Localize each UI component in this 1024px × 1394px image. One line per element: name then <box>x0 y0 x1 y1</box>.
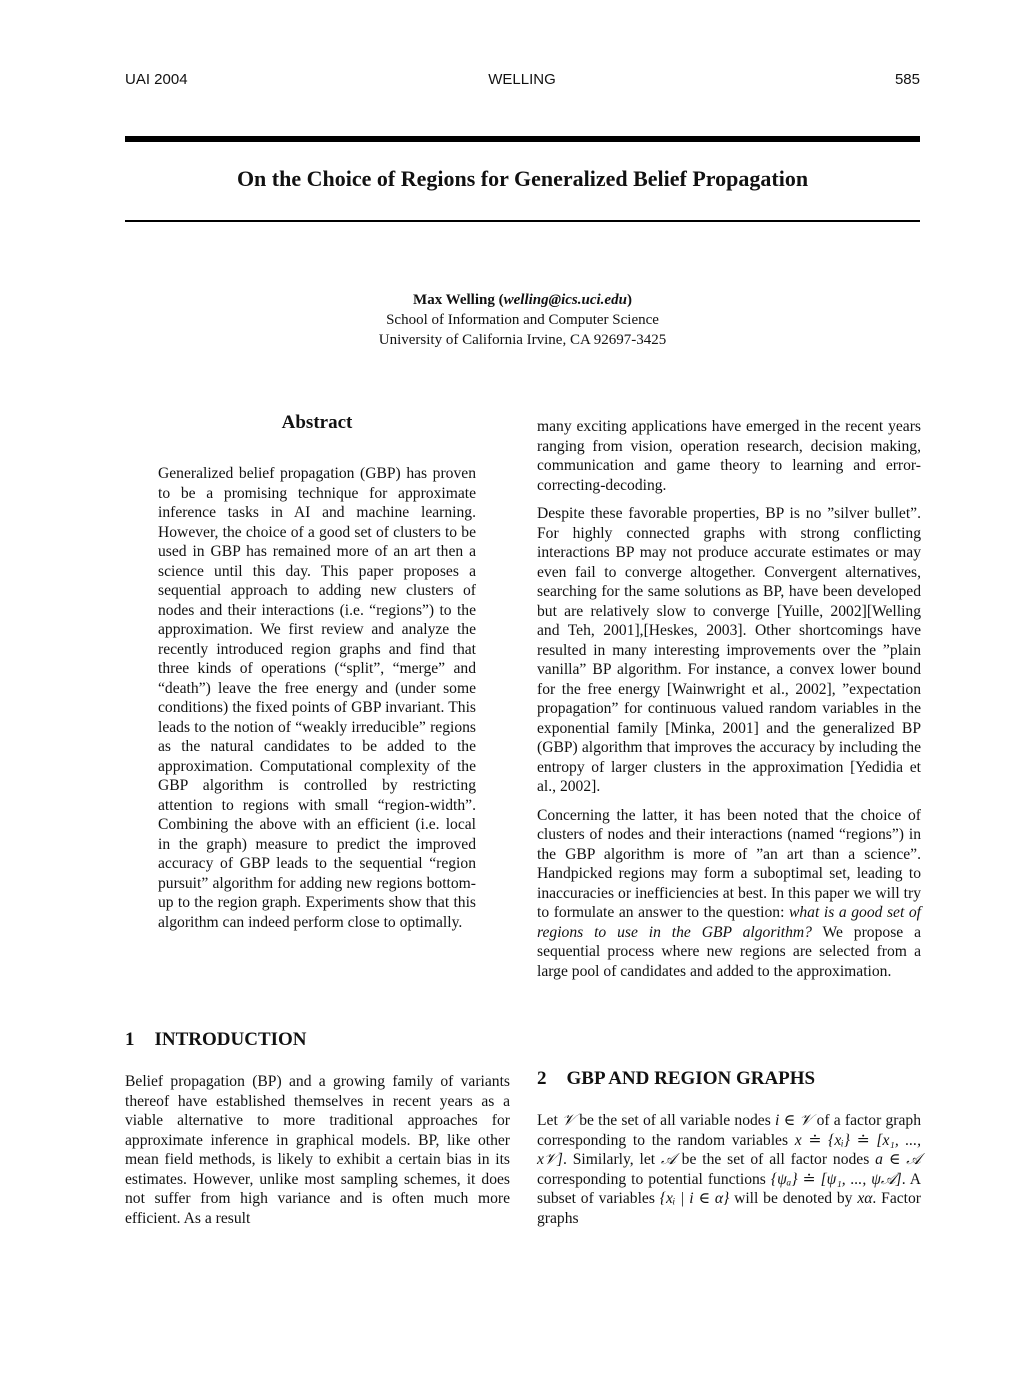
section-1-heading <box>125 1029 510 1051</box>
p3-end: We propose a sequential process where new regions are selected from a large pool of candidates and added to the approximation. <box>537 923 921 980</box>
abstract-heading: Abstract <box>281 412 353 433</box>
author-email: welling@ics.uci.edu <box>503 292 627 308</box>
right-paragraph-1: many exciting applications have emerged in the recent years ranging from vision, operation research, decision making, communication and game theory to learning and error-correcting-decoding. <box>537 418 921 494</box>
section-2-body <box>537 1111 921 1228</box>
section-2-title: GBP AND REGION GRAPHS <box>566 1068 816 1089</box>
email-paren-open: ( <box>498 292 504 308</box>
s2-t5: be the set of all factor nodes <box>675 1151 876 1168</box>
intro-paragraph: Belief propagation (BP) and a growing family of variants thereof have established themselves in recent years as a viable alternative to more traditional approaches for approximate inference in graphical models. BP, like other mean field methods, is likely to exhibit a certain bias in its estimates. However, unlike most sampling schemes, it does not suffer from high variance and is often much more efficient. As a result <box>125 1073 510 1227</box>
s2-t4: . Similarly, let <box>562 1151 662 1168</box>
author-line <box>125 290 920 310</box>
title-rule-top <box>125 136 920 142</box>
section-1-title: INTRODUCTION <box>154 1029 307 1050</box>
page-number: 585 <box>894 71 920 88</box>
section-2-paragraph <box>537 1111 921 1228</box>
paper-title: On the Choice of Regions for Generalized Belief Propagation <box>236 166 809 191</box>
author-name: Max Welling <box>413 292 495 308</box>
section-2-number: 2 <box>537 1068 547 1089</box>
p3-start: Concerning the latter, it has been noted that the choice of clusters of nodes and their interactions (named “regions”) in the GBP algorithm is more of ”an art than a science”. Handpicked regions may form a suboptimal set, leading to inaccuracies or inefficiencies at best. In this paper we will try to formulate an answer to the question: <box>537 806 921 921</box>
abstract-text: Generalized belief propagation (GBP) has proven to be a promising technique for approximate inference tasks in AI and machine learning. However, the choice of a good set of clusters to be used in GBP has remained more of an art then a science until this day. This paper proposes a sequential approach to adding new clusters of nodes and their interactions (i.e. “regions”) to the approximation. We first review and analyze the recently introduced region graphs and find that three kinds of operations (“split”, “merge” and “death”) leave the free energy and (under some conditions) the fixed points of GBP invariant. This leads to the notion of “weakly irreducible” regions as the natural candidates to be added to the approximation. Computational complexity of the GBP algorithm is controlled by restricting attention to regions with small “region-width”. Combining the above with an efficient (i.e. local in the graph) measure to predict the improved accuracy of GBP leads to the sequential “region pursuit” algorithm for adding new regions bottom-up to the region graph. Experiments show that this algorithm can indeed perform close to optimally. <box>158 465 476 931</box>
s2-m5: a ∈ 𝒜 <box>875 1151 922 1168</box>
s2-t9: . Factor graphs <box>537 1190 921 1227</box>
s2-m6: {ψₐ} ≐ [ψ₁, ..., ψ𝒜] <box>770 1170 902 1188</box>
right-column <box>537 417 921 981</box>
author-block <box>125 290 920 350</box>
running-header-center: WELLING <box>488 71 556 88</box>
s2-m7: {xᵢ | i ∈ α} <box>659 1190 730 1207</box>
abstract-body <box>158 464 476 932</box>
s2-m4: 𝒜 <box>661 1151 676 1168</box>
s2-m8: xα <box>857 1190 873 1207</box>
section-2-heading <box>537 1068 921 1090</box>
p3-question: what is a good set of regions to use in the GBP algorithm? <box>537 904 921 941</box>
right-paragraph-2: Despite these favorable properties, BP is no ”silver bullet”. For highly connected graphs with strong conflicting interactions BP may not produce accurate estimates or may even fail to converge altogether. Convergent alternatives, searching for the same solutions as BP, have been developed but are relatively slow to converge [Yuille, 2002][Welling and Teh, 2001],[Heskes, 2003]. Other shortcomings have resulted in many interesting improvements over the ”plain vanilla” BP algorithm. For instance, a convex lower bound for the free energy [Wainwright et al., 2002], ”expectation propagation” for continuous valued random variables in the exponential family [Minka, 2001] and the generalized BP (GBP) algorithm that improves the accuracy by including the entropy of larger clusters in the approximation [Yedidia et al., 2002]. <box>537 505 921 795</box>
email-paren-close: ) <box>626 292 632 308</box>
author-address: University of California Irvine, CA 92697-3425 <box>378 332 667 348</box>
s2-m3: x ≐ {xᵢ} ≐ [x₁, ..., x𝒱] <box>537 1131 921 1168</box>
s2-t2: be the set of all variable nodes <box>575 1112 776 1129</box>
s2-t1: Let <box>537 1112 562 1129</box>
s2-t3: of a factor graph corresponding to the random variables <box>537 1112 921 1149</box>
s2-t7: . A subset of variables <box>537 1170 921 1207</box>
s2-t8: will be denoted by <box>729 1190 858 1207</box>
section-1-number: 1 <box>125 1029 135 1050</box>
section-1-body <box>125 1072 510 1228</box>
s2-m1: 𝒱 <box>562 1112 575 1129</box>
right-paragraph-3 <box>537 806 921 982</box>
s2-t6: corresponding to potential functions <box>537 1170 771 1188</box>
running-header-left: UAI 2004 <box>125 71 188 88</box>
author-affiliation: School of Information and Computer Science <box>386 312 659 328</box>
s2-m2: i ∈ 𝒱 <box>775 1112 813 1129</box>
title-rule-bottom <box>125 220 920 222</box>
